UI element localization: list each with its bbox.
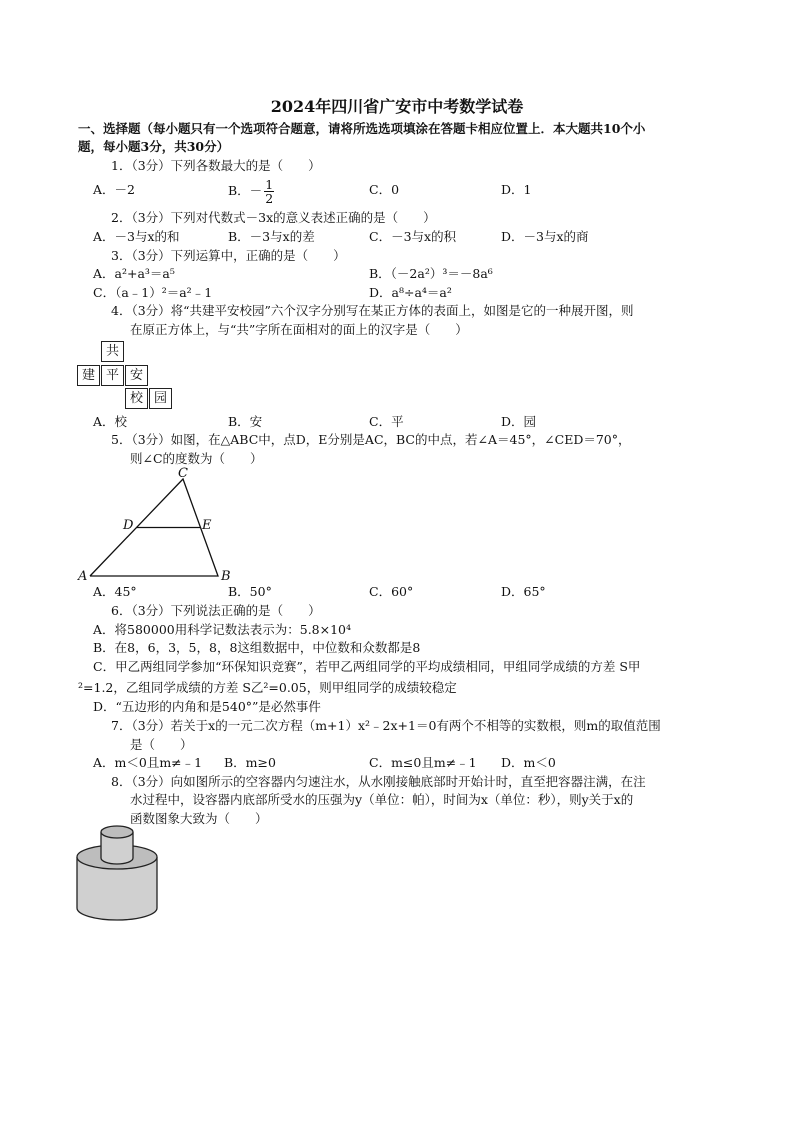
container-neck-top	[101, 826, 133, 838]
q1-option-d: D．1	[501, 182, 532, 197]
q3-option-b: B．（－2a²）³＝－8a⁶	[369, 266, 493, 281]
q4-option-c: C．平	[369, 414, 404, 429]
q5-option-d: D．65°	[501, 584, 546, 599]
q2-option-c: C．－3与x的积	[369, 229, 457, 244]
q5-stem-line2: 则∠C的度数为（ ）	[130, 451, 263, 466]
net-cell-an: 安	[125, 365, 148, 386]
q2-option-b: B．－3与x的差	[228, 229, 315, 244]
triangle-figure	[70, 462, 240, 587]
section-header-line2: 题，每小题3分，共30分）	[78, 139, 230, 154]
q3-option-c: C．（a﹣1）²＝a²﹣1	[93, 285, 213, 300]
q6-option-d: D．“五边形的内角和是540°”是必然事件	[93, 699, 321, 714]
label-d: D	[123, 518, 134, 533]
q3-option-d: D．a⁸÷a⁴＝a²	[369, 285, 452, 300]
q3-stem: 3．（3分）下列运算中，正确的是（ ）	[111, 248, 346, 263]
label-b: B	[221, 569, 231, 584]
page-title: 2024年四川省广安市中考数学试卷	[270, 97, 524, 116]
q2-option-d: D．－3与x的商	[501, 229, 589, 244]
q4-option-a: A．校	[93, 414, 128, 429]
q7-option-b: B．m≥0	[224, 755, 276, 770]
q1-option-a: A．－2	[93, 182, 135, 197]
label-c: C	[178, 466, 188, 481]
q6-option-b: B．在8，6，3，5，8，8这组数据中，中位数和众数都是8	[93, 640, 421, 655]
q6-option-c-line1: C．甲乙两组同学参加“环保知识竞赛”，若甲乙两组同学的平均成绩相同，甲组同学成绩的方差 S甲	[93, 659, 641, 674]
q4-option-d: D．园	[501, 414, 537, 429]
net-cell-gong: 共	[101, 341, 124, 362]
q4-stem-line2: 在原正方体上，与“共”字所在面相对的面上的汉字是（ ）	[130, 322, 468, 337]
q1-fraction-numerator: 1	[265, 177, 274, 192]
q2-option-a: A．－3与x的和	[93, 229, 180, 244]
label-a: A	[78, 569, 88, 584]
q7-stem-line1: 7．（3分）若关于x的一元二次方程（m+1）x²﹣2x+1＝0有两个不相等的实数根，则m的取值范围	[111, 718, 661, 733]
q5-option-c: C．60°	[369, 584, 414, 599]
q8-stem-line2: 水过程中，设容器内底部所受水的压强为y（单位：帕），时间为x（单位：秒），则y关于x的	[130, 792, 634, 807]
q6-option-c-line2: ²=1.2，乙组同学成绩的方差 S乙²=0.05，则甲组同学的成绩较稳定	[78, 680, 457, 695]
q6-option-a: A．将580000用科学记数法表示为：5.8×10⁴	[93, 622, 352, 637]
q4-stem-line1: 4．（3分）将“共建平安校园”六个汉字分别写在某正方体的表面上，如图是它的一种展开图，则	[111, 303, 634, 318]
q2-stem: 2．（3分）下列对代数式－3x的意义表述正确的是（ ）	[111, 210, 436, 225]
q1-fraction-denominator: 2	[265, 191, 274, 206]
q7-stem-line2: 是（ ）	[130, 737, 193, 752]
label-e: E	[202, 518, 212, 533]
container-figure	[72, 822, 162, 924]
q6-stem: 6．（3分）下列说法正确的是（ ）	[111, 603, 321, 618]
net-cell-yuan: 园	[149, 388, 172, 409]
q1-option-b	[228, 178, 274, 205]
q5-option-b: B．50°	[228, 584, 272, 599]
q1-option-c: C．0	[369, 182, 400, 197]
section-header-line1: 一、选择题（每小题只有一个选项符合题意，请将所选选项填涂在答题卡相应位置上．本大题共10个小	[78, 121, 646, 136]
net-cell-ping: 平	[101, 365, 124, 386]
q8-stem-line3: 函数图象大致为（ ）	[130, 811, 268, 826]
q3-option-a: A．a²+a³＝a⁵	[93, 266, 175, 281]
q8-stem-line1: 8．（3分）向如图所示的空容器内匀速注水，从水刚接触底部时开始计时，直至把容器注满，在注	[111, 774, 646, 789]
q1-option-b-fraction	[264, 178, 274, 205]
q5-option-a: A．45°	[93, 584, 137, 599]
q1-stem: 1．（3分）下列各数最大的是（ ）	[111, 158, 321, 173]
q4-option-b: B．安	[228, 414, 263, 429]
net-cell-xiao: 校	[125, 388, 148, 409]
q7-option-a: A．m＜0且m≠﹣1	[93, 755, 203, 770]
net-cell-jian: 建	[77, 365, 100, 386]
q7-option-d: D．m＜0	[501, 755, 556, 770]
q5-stem-line1: 5．（3分）如图，在△ABC中，点D，E分别是AC，BC的中点，若∠A＝45°，∠CED＝70°，	[111, 432, 631, 447]
q1-option-b-prefix: B．－	[228, 183, 263, 198]
q7-option-c: C．m≤0且m≠﹣1	[369, 755, 477, 770]
